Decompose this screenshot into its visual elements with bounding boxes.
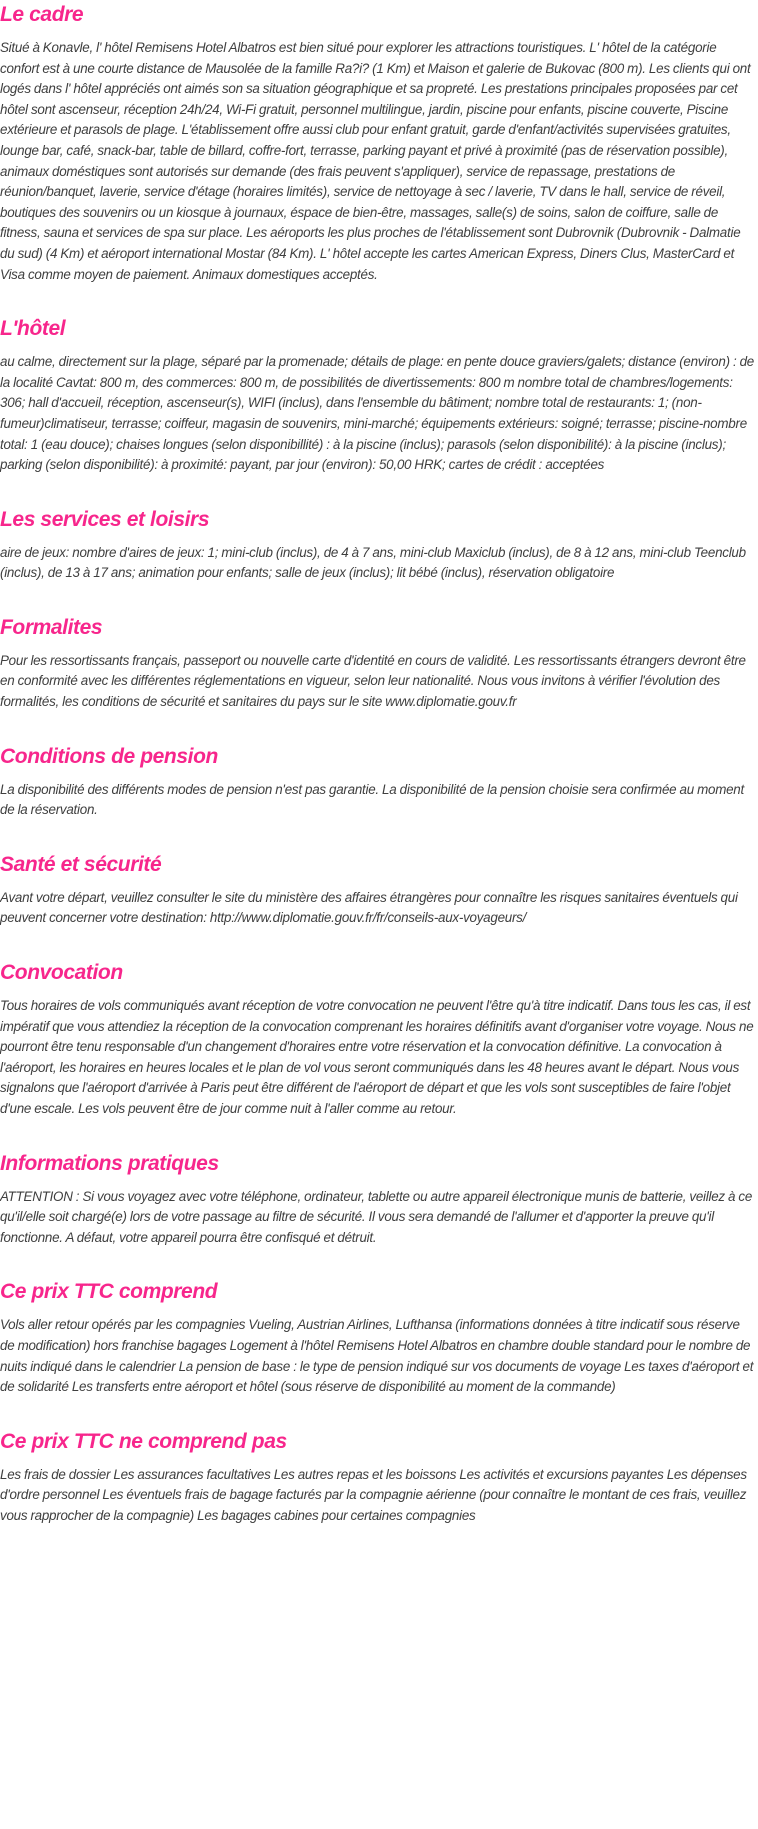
section-title-l-hotel: L'hôtel — [0, 317, 66, 341]
section-body-sante-securite: Avant votre départ, veuillez consulter le site du ministère des affaires étrangères pour connaître les risques sanitaires éventuels qui peuvent concerner votre destination: http://www.diplomatie.gouv.fr/fr/conseils-aux-voyageurs/ — [0, 889, 738, 926]
section-title-informations-pratiques: Informations pratiques — [0, 1151, 219, 1175]
section-title-prix-comprend: Ce prix TTC comprend — [0, 1280, 218, 1304]
section-body-prix-comprend: Vols aller retour opérés par les compagnies Vueling, Austrian Airlines, Lufthansa (informations données à titre indicatif sous réserve de modification) hors franchise bagages Logement à l'hôtel Remisens Hotel Albatros en chambre double standard pour le nombre de nuits indiqué dans le calendrier La pension de base : le type de pension indiqué sur vos documents de voyage Les taxes d'aéroport et de solidarité Les transferts entre aéroport et hôtel (sous réserve de disponibilité au moment de la commande) — [0, 1317, 754, 1395]
section-informations-pratiques — [0, 1149, 754, 1249]
section-body-le-cadre: Situé à Konavle, l' hôtel Remisens Hotel Albatros est bien situé pour explorer les attractions touristiques. L' hôtel de la catégorie confort est à une courte distance de Mausolée de la famille Ra?i? (1 Km) et Maison et galerie de Bukovac (800 m). Les clients qui ont logés dans l' hôtel appréciés ont aimés son sa situation géographique et sa propreté. Les prestations principales proposées par cet hôtel sont ascenseur, réception 24h/24, Wi-Fi gratuit, personnel multilingue, jardin, piscine pour enfants, piscine couverte, Piscine extérieure et parasols de plage. L'établissement offre aussi club pour enfant gratuit, garde d'enfant/activités supervisées gratuites, lounge bar, café, snack-bar, table de billard, coffre-fort, terrasse, parking payant et privé à proximité (pas de réservation possible), animaux doméstiques sont autorisés sur demande (des frais peuvent s'appliquer), service de repassage, prestations de réunion/banquet, laverie, service d'étage (horaires limités), service de nettoyage à sec / laverie, TV dans le hall, service de réveil, boutiques des souvenirs ou un kiosque à journaux, éspace de bien-être, massages, salle(s) de soins, salon de coiffure, salle de fitness, sauna et services de spa sur place. Les aéroports les plus proches de l'établissement sont Dubrovnik (Dubrovnik - Dalmatie du sud) (4 Km) et aéroport international Mostar (84 Km). L' hôtel accepte les cartes American Express, Diners Clus, MasterCard et Visa comme moyen de paiement. Animaux domestiques acceptés. — [0, 40, 751, 282]
section-title-services-loisirs: Les services et loisirs — [0, 507, 210, 531]
section-body-services-loisirs: aire de jeux: nombre d'aires de jeux: 1; mini-club (inclus), de 4 à 7 ans, mini-club Maxiclub (inclus), de 8 à 12 ans, mini-club Teenclub (inclus), de 13 à 17 ans; animation pour enfants; salle de jeux (inclus); lit bébé (inclus), réservation obligatoire — [0, 544, 746, 581]
section-sante-securite — [0, 850, 754, 929]
section-le-cadre — [0, 0, 754, 285]
section-body-informations-pratiques: ATTENTION : Si vous voyagez avec votre téléphone, ordinateur, tablette ou autre appareil électronique munis de batterie, veillez à ce qu'il/elle soit chargé(e) lors de votre passage au filtre de sécurité. Il vous sera demandé de l'allumer et d'apporter la preuve qu'il fonctionne. A défaut, votre appareil pourra être confisqué et détruit. — [0, 1188, 753, 1245]
section-body-prix-ne-comprend-pas: Les frais de dossier Les assurances facultatives Les autres repas et les boissons Les activités et excursions payantes Les dépenses d'ordre personnel Les éventuels frais de bagage facturés par la compagnie aérienne (pour connaître le montant de ces frais, veuillez vous rapprocher de la compagnie) Les bagages cabines pour certaines compagnies — [0, 1466, 747, 1523]
section-body-l-hotel: au calme, directement sur la plage, séparé par la promenade; détails de plage: en pente douce graviers/galets; distance (environ) : de la localité Cavtat: 800 m, des commerces: 800 m, de possibilités de divertissements: 800 m nombre total de chambres/logements: 306; hall d'accueil, réception, ascenseur(s), WIFI (inclus), dans l'ensemble du bâtiment; nombre total de restaurants: 1; (non-fumeur)climatiseur, terrasse; coiffeur, magasin de souvenirs, mini-marché; équipements extérieurs: soigné; terrasse; piscine-nombre total: 1 (eau douce); chaises longues (selon disponibillité) : à la piscine (inclus); parasols (selon disponibilité): à la piscine (inclus); parking (selon disponibilité): à proximité: payant, par jour (environ): 50,00 HRK; cartes de crédit : acceptées — [0, 354, 754, 473]
section-title-prix-ne-comprend-pas: Ce prix TTC ne comprend pas — [0, 1429, 287, 1453]
section-l-hotel — [0, 314, 754, 476]
section-body-conditions-pension: La disponibilité des différents modes de pension n'est pas garantie. La disponibilité de la pension choisie sera confirmée au moment de la réservation. — [0, 781, 744, 818]
section-title-le-cadre: Le cadre — [0, 3, 84, 26]
section-services-loisirs — [0, 505, 754, 584]
section-title-sante-securite: Santé et sécurité — [0, 852, 162, 876]
section-prix-comprend — [0, 1277, 754, 1397]
section-prix-ne-comprend-pas — [0, 1427, 754, 1527]
section-convocation — [0, 958, 754, 1120]
section-body-convocation: Tous horaires de vols communiqués avant réception de votre convocation ne peuvent l'être qu'à titre indicatif. Dans tous les cas, il est impératif que vous attendiez la réception de la convocation comprenant les horaires définitifs avant d'organiser votre voyage. Nous ne pourront être tenu responsable d'un changement d'horaires entre votre réservation et la convocation définitive. La convocation à l'aéroport, les horaires en heures locales et le plan de vol vous seront communiqués dans les 48 heures avant le départ. Nous vous signalons que l'aéroport d'arrivée à Paris peut être différent de l'aéroport de départ et que les vols sont susceptibles de faire l'objet d'une escale. Les vols peuvent être de jour comme nuit à l'aller comme au retour. — [0, 998, 754, 1116]
section-body-formalites: Pour les ressortissants français, passeport ou nouvelle carte d'identité en cours de validité. Les ressortissants étrangers devront être en conformité avec les différentes réglementations en vigueur, selon leur nationalité. Nous vous invitons à vérifier l'évolution des formalités, les conditions de sécurité et sanitaires du pays sur le site www.diplomatie.gouv.fr — [0, 652, 746, 710]
section-conditions-pension — [0, 742, 754, 821]
section-title-conditions-pension: Conditions de pension — [0, 744, 218, 768]
section-title-convocation: Convocation — [0, 961, 123, 985]
section-title-formalites: Formalites — [0, 615, 103, 639]
section-formalites — [0, 613, 754, 713]
